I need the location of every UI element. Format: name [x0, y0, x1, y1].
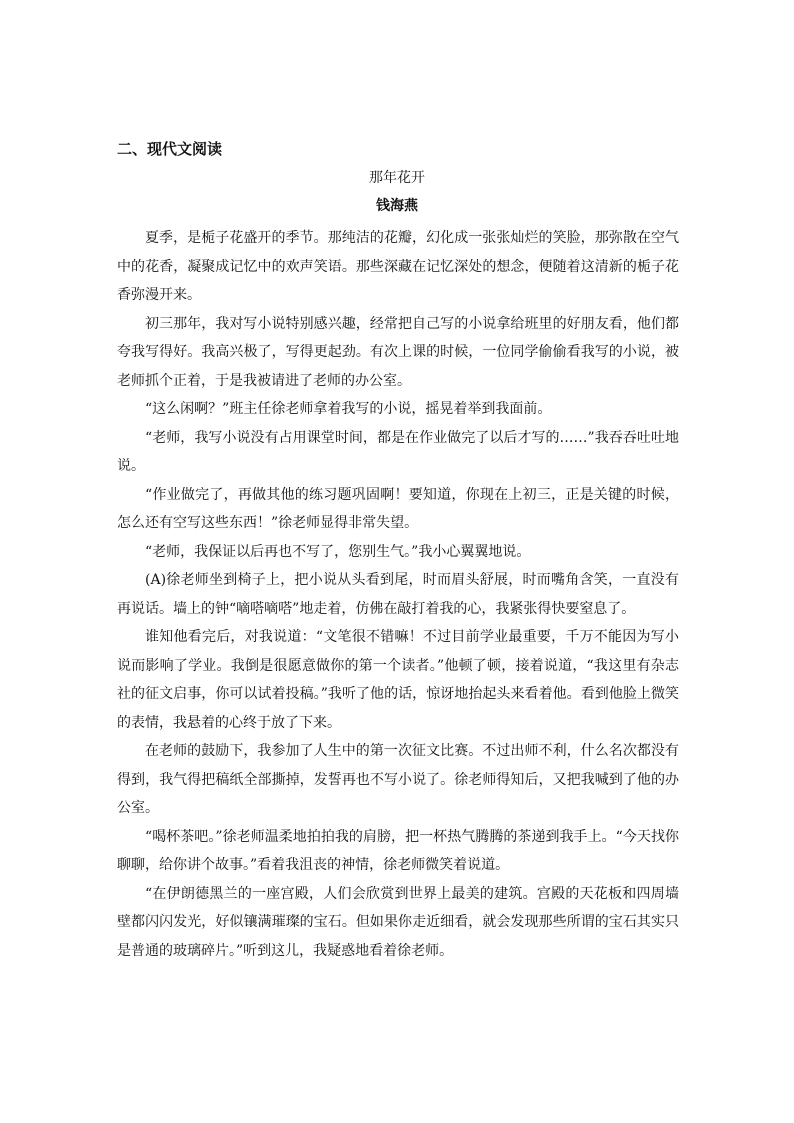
paragraph: “老师，我保证以后再也不写了，您别生气。”我小心翼翼地说。: [145, 543, 531, 560]
paragraph: 在老师的鼓励下，我参加了人生中的第一次征文比赛。不过出师不利，什么名次都没有得到，我气得把稿纸全部撕掉，发誓再也不写小说了。徐老师得知后，又把我喊到了他的办公室。: [117, 743, 679, 816]
article-body: [117, 224, 679, 965]
paragraph: (A)徐老师坐到椅子上，把小说从头看到尾，时而眉头舒展，时而嘴角含笑，一直没有再说话。墙上的钟“嘀嗒嘀嗒”地走着，仿佛在敲打着我的心，我紧张得快要窒息了。: [117, 572, 679, 617]
article-author: 钱海燕: [376, 198, 418, 214]
paragraph: “喝杯茶吧。”徐老师温柔地拍拍我的肩膀，把一杯热气腾腾的茶递到我手上。“今天找你聊聊，给你讲个故事。”看着我沮丧的神情，徐老师微笑着说道。: [117, 828, 679, 873]
paragraph: “在伊朗德黑兰的一座宫殿，人们会欣赏到世界上最美的建筑。宫殿的天花板和四周墙壁都闪闪发光，好似镶满璀璨的宝石。但如果你走近细看，就会发现那些所谓的宝石其实只是普通的玻璃碎片。”听到这儿，我疑惑地看着徐老师。: [117, 885, 679, 959]
paragraph: “老师，我写小说没有占用课堂时间，都是在作业做完了以后才写的……”我吞吞吐吐地说。: [117, 429, 679, 474]
paragraph: 初三那年，我对写小说特别感兴趣，经常把自己写的小说拿给班里的好朋友看，他们都夸我写得好。我高兴极了，写得更起劲。有次上课的时候，一位同学偷偷看我写的小说，被老师抓个正着，于是我被请进了老师的办公室。: [117, 315, 679, 389]
section-heading: 二、现代文阅读: [117, 140, 223, 158]
paragraph: 夏季，是栀子花盛开的季节。那纯洁的花瓣，幻化成一张张灿烂的笑脸，那弥散在空气中的花香，凝聚成记忆中的欢声笑语。那些深藏在记忆深处的想念，便随着这清新的栀子花香弥漫开来。: [117, 230, 679, 303]
article-title: 那年花开: [369, 170, 425, 186]
paragraph: “这么闲啊？”班主任徐老师拿着我写的小说，摇晃着举到我面前。: [145, 401, 552, 417]
paragraph: 谁知他看完后，对我说道：“文笔很不错嘛！不过目前学业最重要，千万不能因为写小说而影响了学业。我倒是很愿意做你的第一个读者。”他顿了顿，接着说道，“我这里有杂志社的征文启事，你可以试着投稿。”我听了他的话，惊讶地抬起头来看着他。看到他脸上微笑的表情，我悬着的心终于放了下来。: [117, 629, 679, 731]
paragraph: “作业做完了，再做其他的练习题巩固啊！要知道，你现在上初三，正是关键的时候，怎么还有空写这些东西！”徐老师显得非常失望。: [117, 486, 679, 531]
